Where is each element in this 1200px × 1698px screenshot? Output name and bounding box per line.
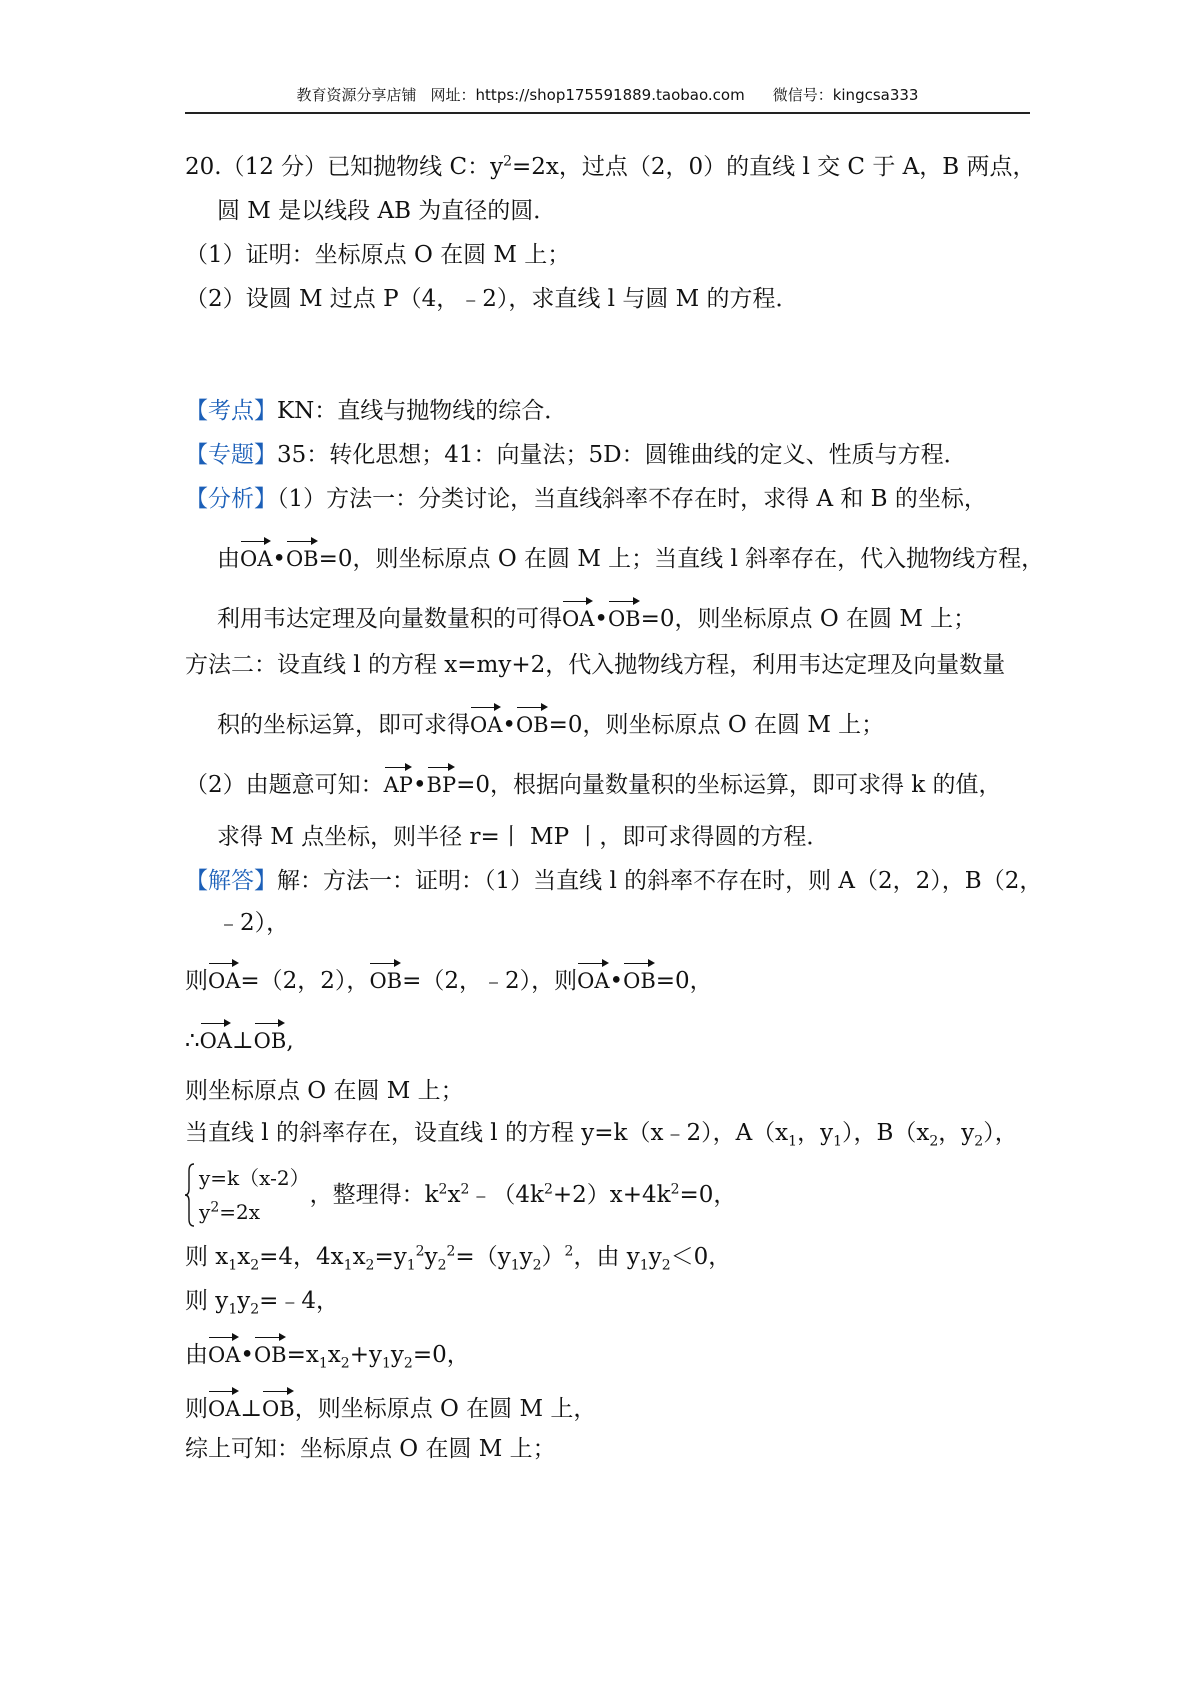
vector-bp: BP — [427, 764, 457, 802]
vector-oa: OA — [240, 538, 272, 576]
vector-ob: OB — [369, 960, 402, 998]
document-body — [185, 150, 1045, 1462]
wechat-label: 微信号： — [772, 86, 833, 104]
vector-ob: OB — [623, 960, 656, 998]
vector-oa: OA — [208, 960, 240, 998]
zhuanti-line: 【专题】35：转化思想；41：向量法；5D：圆锥曲线的定义、性质与方程． — [185, 442, 967, 468]
site-label: 网址： — [430, 86, 476, 104]
jieda-tag: 【解答】 — [185, 868, 277, 894]
fenxi-tag: 【分析】 — [185, 486, 277, 512]
vector-oa: OA — [562, 598, 594, 636]
equation-system — [185, 1161, 310, 1231]
jieda-line-8: 则 $x_1x_2=4$，$4x_1x_2=y_1^2y_2^2=(y_1y_2)^2$，由 $y_1y_2<0$， — [185, 1243, 732, 1274]
jieda-line-7: y=k（x-2） $y^2=2x$ ，整理得：$k^2x^2﹣(4k^2+2)x+4k^2=0$， — [185, 1160, 1035, 1230]
jieda-line-10: 由$OA•OB=x_1x_2+y_1y_2=0$， — [185, 1334, 1035, 1368]
fenxi-line-3: 利用韦达定理及向量数量积的可得OA•OB=0，则坐标原点 O 在圆 M 上； — [185, 598, 1035, 632]
vector-oa: OA — [208, 1334, 240, 1372]
vector-oa: OA — [470, 704, 502, 742]
question-line-1: 20.（12 分）已知抛物线 C：$y^2=2x$，过点（2，0）的直线 l 交 C 于 A，B 两点， — [185, 153, 1036, 180]
fenxi-line-7: 求得 M 点坐标，则半径 r=丨 MP 丨，即可求得圆的方程． — [217, 824, 830, 850]
vector-oa: OA — [200, 1020, 232, 1058]
equation-1: y=k（x-2） — [199, 1166, 310, 1190]
question-part-2: （2）设圆 M 过点 P（4，﹣2），求直线 l 与圆 M 的方程． — [185, 286, 799, 312]
jieda-line-9: 则 $y_1y_2=﹣4$， — [185, 1288, 340, 1318]
vector-ob: OB — [286, 538, 319, 576]
vector-ob: OB — [254, 1020, 287, 1058]
vector-oa: OA — [208, 1388, 240, 1426]
fenxi-line-2: 由OA•OB=0，则坐标原点 O 在圆 M 上；当直线 l 斜率存在，代入抛物线方程， — [185, 538, 1035, 572]
jieda-line-12: 综上可知：坐标原点 O 在圆 M 上； — [185, 1436, 556, 1462]
vector-ob: OB — [608, 598, 641, 636]
jieda-line-11: 则OA⊥OB，则坐标原点 O 在圆 M 上， — [185, 1388, 1035, 1422]
brace-icon — [185, 1163, 195, 1227]
shop-name: 教育资源分享店铺 — [296, 86, 417, 104]
fenxi-line-5: 积的坐标运算，即可求得OA•OB=0，则坐标原点 O 在圆 M 上； — [185, 704, 1035, 738]
fenxi-line-1: 【分析】（1）方法一：分类讨论，当直线斜率不存在时，求得 A 和 B 的坐标， — [185, 486, 987, 512]
jieda-line-2: ﹣2）， — [217, 910, 290, 936]
jieda-line-1: 【解答】解：方法一：证明：（1）当直线 l 的斜率不存在时，则 A（2，2），B（2， — [185, 868, 1043, 894]
kaodian-tag: 【考点】 — [185, 398, 277, 424]
site-url: https://shop175591889.taobao.com — [475, 86, 745, 104]
jieda-line-4: ∴OA⊥OB, — [185, 1020, 1035, 1054]
jieda-line-5: 则坐标原点 O 在圆 M 上； — [185, 1078, 464, 1104]
equation-2: $y^2=2x$ — [199, 1199, 260, 1224]
zhuanti-tag: 【专题】 — [185, 442, 277, 468]
fenxi-line-4: 方法二：设直线 l 的方程 x=my+2，代入抛物线方程，利用韦达定理及向量数量 — [185, 652, 1006, 678]
vector-oa: OA — [577, 960, 609, 998]
vector-ob: OB — [254, 1334, 287, 1372]
vector-ap: AP — [384, 764, 413, 802]
question-part-1: （1）证明：坐标原点 O 在圆 M 上； — [185, 242, 571, 268]
jieda-line-3: 则OA=（2，2），OB=（2，﹣2），则OA•OB=0， — [185, 960, 1035, 994]
wechat-id: kingcsa333 — [832, 86, 919, 104]
page-header — [185, 78, 1030, 114]
question-line-2: 圆 M 是以线段 AB 为直径的圆． — [217, 198, 557, 224]
fenxi-line-6: （2）由题意可知：AP•BP=0，根据向量数量积的坐标运算，即可求得 k 的值， — [185, 764, 1035, 798]
vector-ob: OB — [516, 704, 549, 742]
vector-ob: OB — [262, 1388, 295, 1426]
kaodian-line: 【考点】KN：直线与抛物线的综合． — [185, 398, 568, 424]
jieda-line-6: 当直线 l 的斜率存在，设直线 l 的方程 y=k（x﹣2），$A(x_1$，$y_1$），$B(x_2$，$y_2$）， — [185, 1120, 1018, 1150]
